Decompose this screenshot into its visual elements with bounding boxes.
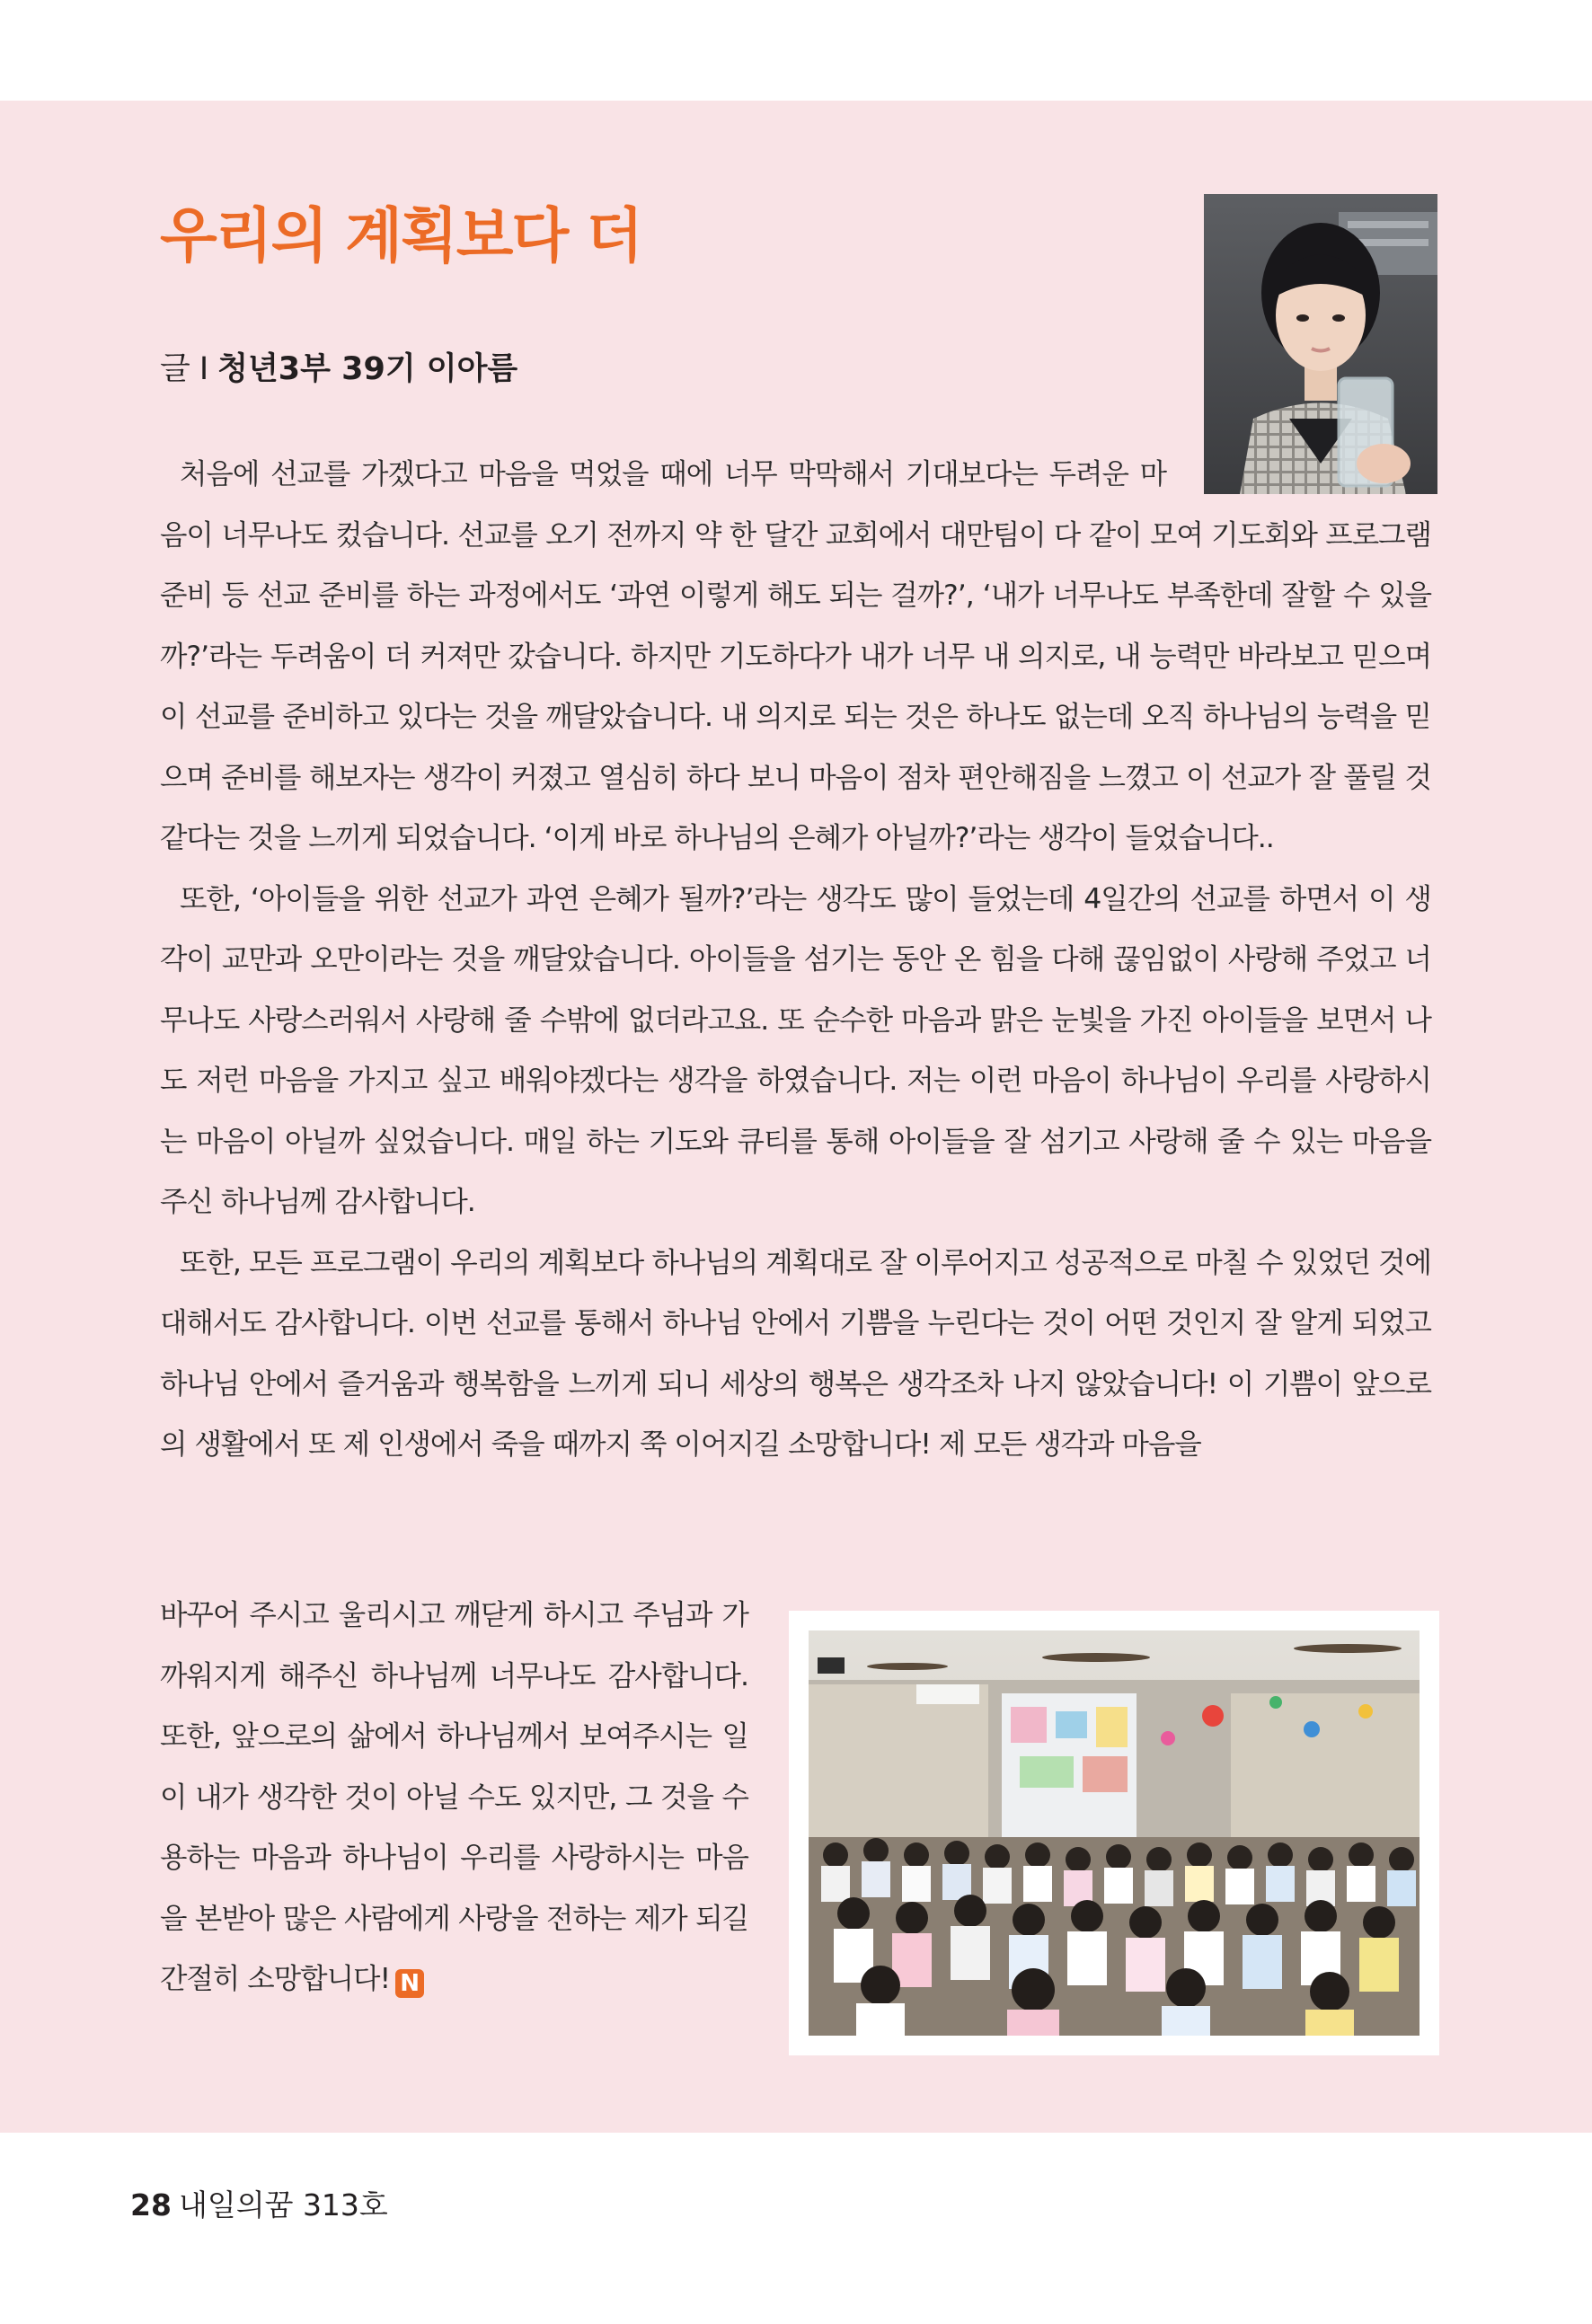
byline-prefix: 글 [160, 351, 190, 387]
paragraph-1-rest: 음이 너무나도 컸습니다. 선교를 오기 전까지 약 한 달간 교회에서 대만팀이 다 같이 모여 기도회와 프로그램 준비 등 선교 준비를 하는 과정에서도 ‘과연 이렇게 해도 되는 걸까?’, ‘내가 너무나도 부족한데 잘할 수 있을까?’라는 두려움이 더 커져만 갔습니다. 하지만 기도하다가 내가 너무 내 의지로, 내 능력만 바라보고 믿으며 이 선교를 준비하고 있다는 것을 깨달았습니다. 내 의지로 되는 것은 하나도 없는데 오직 하나님의 능력을 믿으며 준비를 해보자는 생각이 커졌고 열심히 하다 보니 마음이 점차 편안해짐을 느꼈고 이 선교가 잘 풀릴 것 같다는 것을 느끼게 되었습니다. ‘이게 바로 하나님의 은혜가 아닐까?’라는 생각이 들었습니다.. [160, 518, 1431, 854]
byline-author: 청년3부 39기 이아름 [217, 351, 518, 387]
byline [160, 347, 517, 392]
article-body [160, 445, 1431, 1476]
closing-paragraph [160, 1586, 748, 2010]
end-mark-icon: N [395, 1969, 424, 1998]
paragraph-2: 또한, ‘아이들을 위한 선교가 과연 은혜가 될까?’라는 생각도 많이 들었는데 4일간의 선교를 하면서 이 생각이 교만과 오만이라는 것을 깨달았습니다. 아이들을 섬기는 동안 온 힘을 다해 끊임없이 사랑해 주었고 너무나도 사랑스러워서 사랑해 줄 수밖에 없더라고요. 또 순수한 마음과 맑은 눈빛을 가진 아이들을 보면서 나도 저런 마음을 가지고 싶고 배워야겠다는 생각을 하였습니다. 저는 이런 마음이 하나님이 우리를 사랑하시는 마음이 아닐까 싶었습니다. 매일 하는 기도와 큐티를 통해 아이들을 잘 섬기고 사랑해 줄 수 있는 마음을 주신 하나님께 감사합니다. [160, 882, 1431, 1218]
children-group-photo [809, 1630, 1420, 2036]
page-number: 28 [130, 2187, 172, 2222]
byline-separator: I [199, 351, 209, 387]
magazine-issue: 내일의꿈 313호 [178, 2187, 388, 2222]
closing-sentences: 바꾸어 주시고 울리시고 깨닫게 하시고 주님과 가까워지게 해주신 하나님께 너무나도 감사합니다. 또한, 앞으로의 삶에서 하나님께서 보여주시는 일이 내가 생각한 것이 아닐 수도 있지만, 그 것을 수용하는 마음과 하나님이 우리를 사랑하시는 마음을 본받아 많은 사람에게 사랑을 전하는 제가 되길 간절히 소망합니다! [160, 1599, 748, 1995]
closing-text [160, 1586, 748, 2010]
paragraph-1 [160, 445, 1431, 870]
page-footer [130, 2186, 388, 2225]
group-photo-frame [789, 1611, 1439, 2055]
article-title: 우리의 계획보다 더 [160, 201, 642, 270]
paragraph-3: 또한, 모든 프로그램이 우리의 계획보다 하나님의 계획대로 잘 이루어지고 성공적으로 마칠 수 있었던 것에 대해서도 감사합니다. 이번 선교를 통해서 하나님 안에서 기쁨을 누린다는 것이 어떤 것인지 잘 알게 되었고 하나님 안에서 즐거움과 행복함을 느끼게 되니 세상의 행복은 생각조차 나지 않았습니다! 이 기쁨이 앞으로의 생활에서 또 제 인생에서 죽을 때까지 쭉 이어지길 소망합니다! 제 모든 생각과 마음을 [160, 1246, 1431, 1461]
paragraph-1-first-line: 처음에 선교를 가겠다고 마음을 먹었을 때에 너무 막막해서 기대보다는 두려운 마 [180, 458, 1166, 490]
